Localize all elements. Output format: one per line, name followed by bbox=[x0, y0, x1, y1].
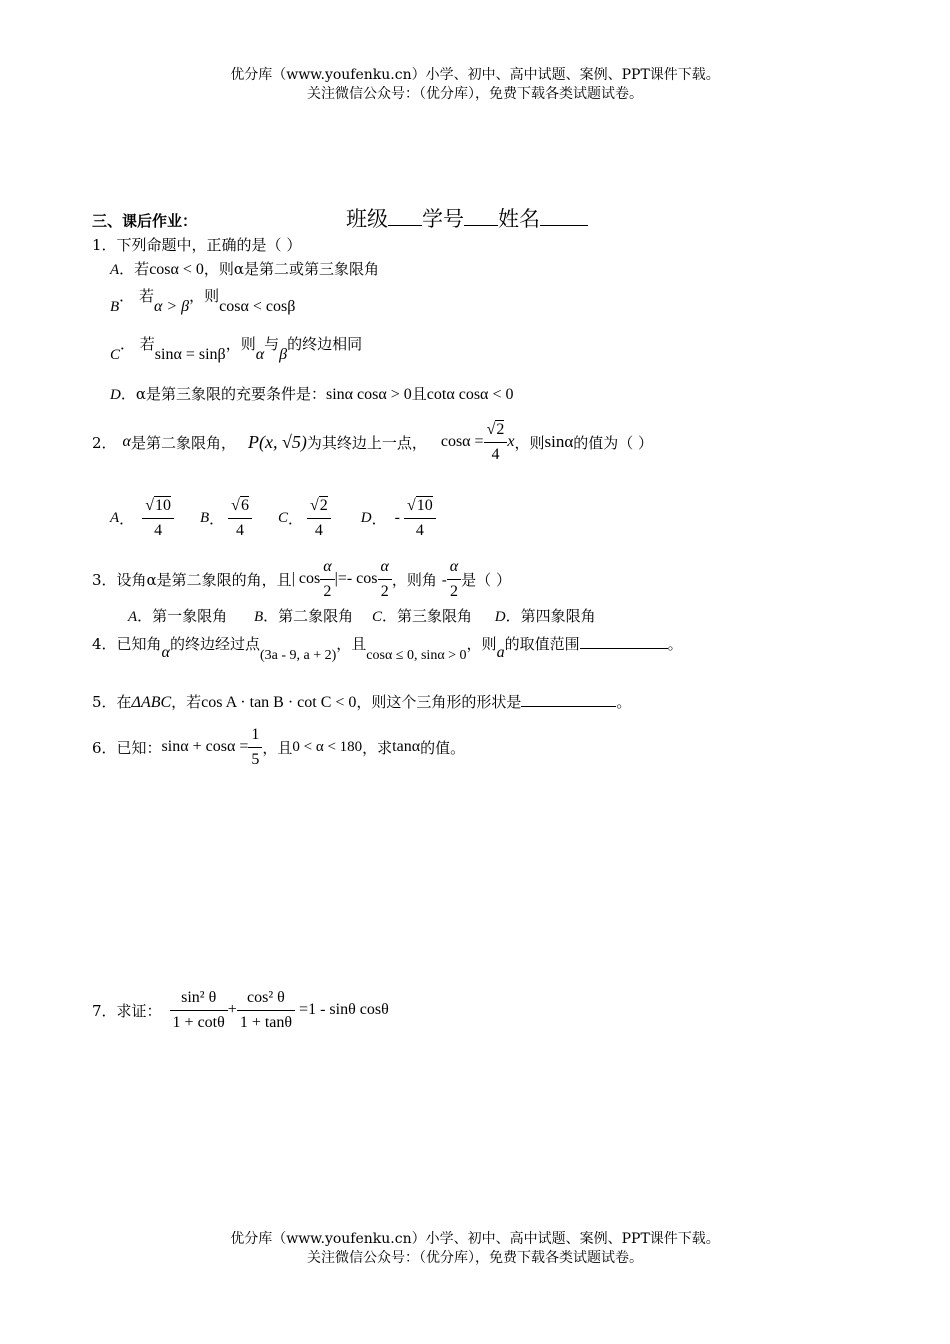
q2-a-label: A bbox=[110, 509, 120, 526]
q7-fraction-1 bbox=[170, 986, 228, 1035]
q2-text4: 的值为（ ） bbox=[573, 433, 654, 452]
q4-answer-blank[interactable] bbox=[580, 632, 668, 649]
q3-text3: 是（ ） bbox=[461, 570, 511, 589]
q6-text4: 的值。 bbox=[420, 738, 466, 757]
q2-options: A ． $\frac{√10}{4}$ B ． $\frac{√6}{4}$ C ． $\frac{√2}{4}$ D ． - $\frac{√10}{4}$ bbox=[110, 490, 436, 546]
q6-text2: ，且 bbox=[262, 738, 293, 757]
q2-b-den: 4 bbox=[236, 521, 245, 539]
q5-triangle: ΔABC bbox=[131, 694, 172, 711]
q3-c-label: C bbox=[371, 609, 382, 625]
q2-text1: 是第二象限角， bbox=[130, 433, 236, 452]
q6-den: 5 bbox=[251, 750, 260, 768]
q1-c-alpha: α bbox=[255, 346, 265, 363]
q3-b-text: ．第二象限角 bbox=[263, 607, 354, 625]
q2-d-label: D bbox=[360, 509, 372, 526]
number-blank[interactable] bbox=[464, 209, 498, 226]
header-line-1: 优分库（www.youfenku.cn）小学、初中、高中试题、案例、PPT课件下载。 bbox=[230, 67, 720, 83]
q3-half-fraction-1 bbox=[320, 555, 334, 604]
q3-frac3-den: 2 bbox=[449, 582, 458, 600]
q5-text2: ，若 bbox=[171, 693, 202, 711]
q3-frac3-num: α bbox=[447, 555, 461, 580]
q1-c-math: sinα = sinβ bbox=[154, 346, 226, 363]
q6-text1: 6．已知： bbox=[92, 738, 162, 757]
q3-frac2-den: 2 bbox=[380, 582, 389, 600]
q7-f1-den: 1 + cotθ bbox=[172, 1013, 225, 1031]
name-label: 姓名 bbox=[498, 207, 540, 231]
q6-range: 0 < α < 180 bbox=[292, 738, 363, 755]
q1-d-and: 且 bbox=[411, 385, 427, 403]
q1-stem: 1．下列命题中，正确的是（ ） bbox=[92, 236, 302, 254]
q3-frac2-num: α bbox=[378, 555, 392, 580]
q5-expression: cos A · tan B · cot C < 0 bbox=[201, 694, 357, 711]
q1-c-mid: ，则 bbox=[225, 335, 256, 353]
class-label: 班级 bbox=[346, 207, 388, 231]
q1-b-label: B bbox=[110, 299, 120, 315]
student-info bbox=[346, 203, 588, 233]
q1-b-pre: ． 若 bbox=[119, 287, 154, 305]
q3-frac1-num: α bbox=[320, 555, 334, 580]
q3-options bbox=[128, 605, 596, 626]
q2-c-num: 2 bbox=[319, 496, 328, 514]
q2-text3: ，则 bbox=[514, 433, 545, 452]
q4-text4: ，则 bbox=[466, 635, 497, 653]
q2-b-num: 6 bbox=[240, 496, 249, 514]
q1-option-c bbox=[110, 333, 363, 363]
q4-a: a bbox=[496, 644, 505, 661]
q4-text3: ，且 bbox=[336, 635, 367, 653]
q3-abs-open: | cos bbox=[291, 570, 321, 587]
q1-b-math2: cosα < cosβ bbox=[219, 298, 296, 315]
q3-text1: 3．设角α是第二象限的角，且 bbox=[92, 570, 292, 589]
q2-cos-num: 2 bbox=[496, 420, 505, 438]
q4-stem bbox=[92, 632, 683, 663]
q2-cos-lhs: cosα = bbox=[440, 433, 484, 450]
q4-text5: 的取值范围 bbox=[504, 635, 580, 653]
q4-condition: cosα ≤ 0, sinα > 0 bbox=[366, 648, 467, 663]
q5-text3: ，则这个三角形的形状是 bbox=[356, 693, 522, 711]
q2-sin: sinα bbox=[544, 432, 574, 451]
q5-text1: 5．在 bbox=[92, 693, 132, 711]
q7-stem bbox=[92, 982, 389, 1038]
q6-tan: tanα bbox=[392, 738, 421, 755]
q1-a-math: cosα < 0 bbox=[149, 261, 204, 278]
q2-c-den: 4 bbox=[314, 521, 323, 539]
q7-f2-num: cos² θ bbox=[237, 986, 295, 1011]
q6-text3: ，求 bbox=[362, 738, 393, 757]
q4-end: 。 bbox=[667, 635, 683, 653]
q2-a-fraction: $\frac{√10}{4}$ bbox=[142, 494, 174, 543]
q1-b-math1: α > β bbox=[153, 298, 190, 315]
q1-c-and: 与 bbox=[264, 335, 280, 353]
q1-option-b bbox=[110, 285, 296, 315]
footer-line-1: 优分库（www.youfenku.cn）小学、初中、高中试题、案例、PPT课件下载。 bbox=[230, 1231, 720, 1247]
q7-rhs: =1 - sinθ cosθ bbox=[299, 1001, 389, 1018]
q1-option-a bbox=[110, 258, 379, 279]
q4-text1: 4．已知角 bbox=[92, 635, 162, 653]
q4-alpha: α bbox=[161, 644, 170, 661]
q2-d-den: 4 bbox=[415, 521, 424, 539]
q2-number: 2． bbox=[92, 433, 117, 452]
q7-f1-num: sin² θ bbox=[170, 986, 228, 1011]
q2-cos-fraction: $\frac{√2}{4}$ bbox=[484, 418, 508, 467]
q2-d-fraction: $\frac{√10}{4}$ bbox=[404, 494, 436, 543]
q5-end: 。 bbox=[616, 693, 632, 711]
q1-d-math1: sinα cosα > 0 bbox=[325, 386, 412, 403]
q2-d-sign: - bbox=[394, 509, 400, 526]
q3-abs-close: |=- cos bbox=[334, 570, 378, 587]
q2-a-num: 10 bbox=[154, 496, 171, 514]
q2-a-den: 4 bbox=[154, 521, 163, 539]
q6-num: 1 bbox=[248, 723, 262, 748]
q2-c-label: C bbox=[277, 509, 288, 526]
q3-half-fraction-2 bbox=[378, 555, 392, 604]
q7-fraction-2 bbox=[237, 986, 295, 1035]
q2-b-fraction: $\frac{√6}{4}$ bbox=[228, 494, 252, 543]
q1-d-math2: cotα cosα < 0 bbox=[426, 386, 514, 403]
q6-lhs: sinα + cosα = bbox=[161, 738, 249, 755]
q3-frac1-den: 2 bbox=[323, 582, 332, 600]
q1-d-label: D bbox=[110, 387, 121, 403]
q2-c-fraction: $\frac{√2}{4}$ bbox=[307, 494, 331, 543]
q6-fraction bbox=[248, 723, 262, 772]
q2-text2: 为其终边上一点， bbox=[306, 433, 427, 452]
q6-stem bbox=[92, 722, 465, 772]
q3-half-fraction-3 bbox=[447, 555, 461, 604]
q5-stem bbox=[92, 690, 631, 712]
q1-c-beta: β bbox=[279, 346, 288, 363]
q3-text2: ，则角 - bbox=[391, 570, 447, 589]
q1-b-mid: ，则 bbox=[189, 287, 220, 305]
q7-text1: 7．求证： bbox=[92, 1001, 162, 1020]
q1-option-d bbox=[110, 383, 513, 404]
q1-c-post: 的终边相同 bbox=[287, 335, 363, 353]
q1-d-pre: ．α是第三象限的充要条件是： bbox=[120, 385, 326, 403]
q4-text2: 的终边经过点 bbox=[169, 635, 260, 653]
q3-a-text: ．第一象限角 bbox=[137, 607, 228, 625]
header-line-2: 关注微信公众号：（优分库），免费下载各类试题试卷。 bbox=[307, 86, 643, 102]
q2-stem bbox=[92, 414, 653, 470]
class-blank[interactable] bbox=[388, 209, 422, 226]
q1-a-pre: ．若 bbox=[119, 260, 150, 278]
footer-line-2: 关注微信公众号：（优分库），免费下载各类试题试卷。 bbox=[307, 1250, 643, 1266]
q2-b-label: B bbox=[199, 509, 210, 526]
q3-d-label: D bbox=[494, 609, 506, 625]
q1-c-label: C bbox=[110, 347, 121, 363]
q2-cos-den: 4 bbox=[491, 445, 500, 463]
q7-f2-den: 1 + tanθ bbox=[239, 1013, 293, 1031]
name-blank[interactable] bbox=[540, 209, 588, 226]
q3-stem bbox=[92, 554, 511, 604]
q3-d-text: ．第四象限角 bbox=[505, 607, 596, 625]
q3-c-text: ．第三象限角 bbox=[381, 607, 472, 625]
q4-point: (3a - 9, a + 2) bbox=[259, 648, 337, 663]
q1-a-post: ，则α是第二或第三象限角 bbox=[203, 260, 380, 278]
q2-cos-x: x bbox=[507, 433, 515, 450]
q5-answer-blank[interactable] bbox=[521, 690, 616, 707]
q2-d-num: 10 bbox=[416, 496, 433, 514]
number-label: 学号 bbox=[422, 207, 464, 231]
section-title: 三、课后作业： bbox=[92, 212, 198, 230]
q7-plus: + bbox=[227, 1001, 237, 1018]
q2-point: P(x, √5) bbox=[247, 431, 307, 452]
q2-alpha: α bbox=[122, 433, 131, 450]
q1-a-label: A bbox=[110, 262, 120, 278]
q3-a-label: A bbox=[128, 609, 138, 625]
q1-c-pre: ． 若 bbox=[120, 335, 155, 353]
q3-b-label: B bbox=[253, 609, 264, 625]
